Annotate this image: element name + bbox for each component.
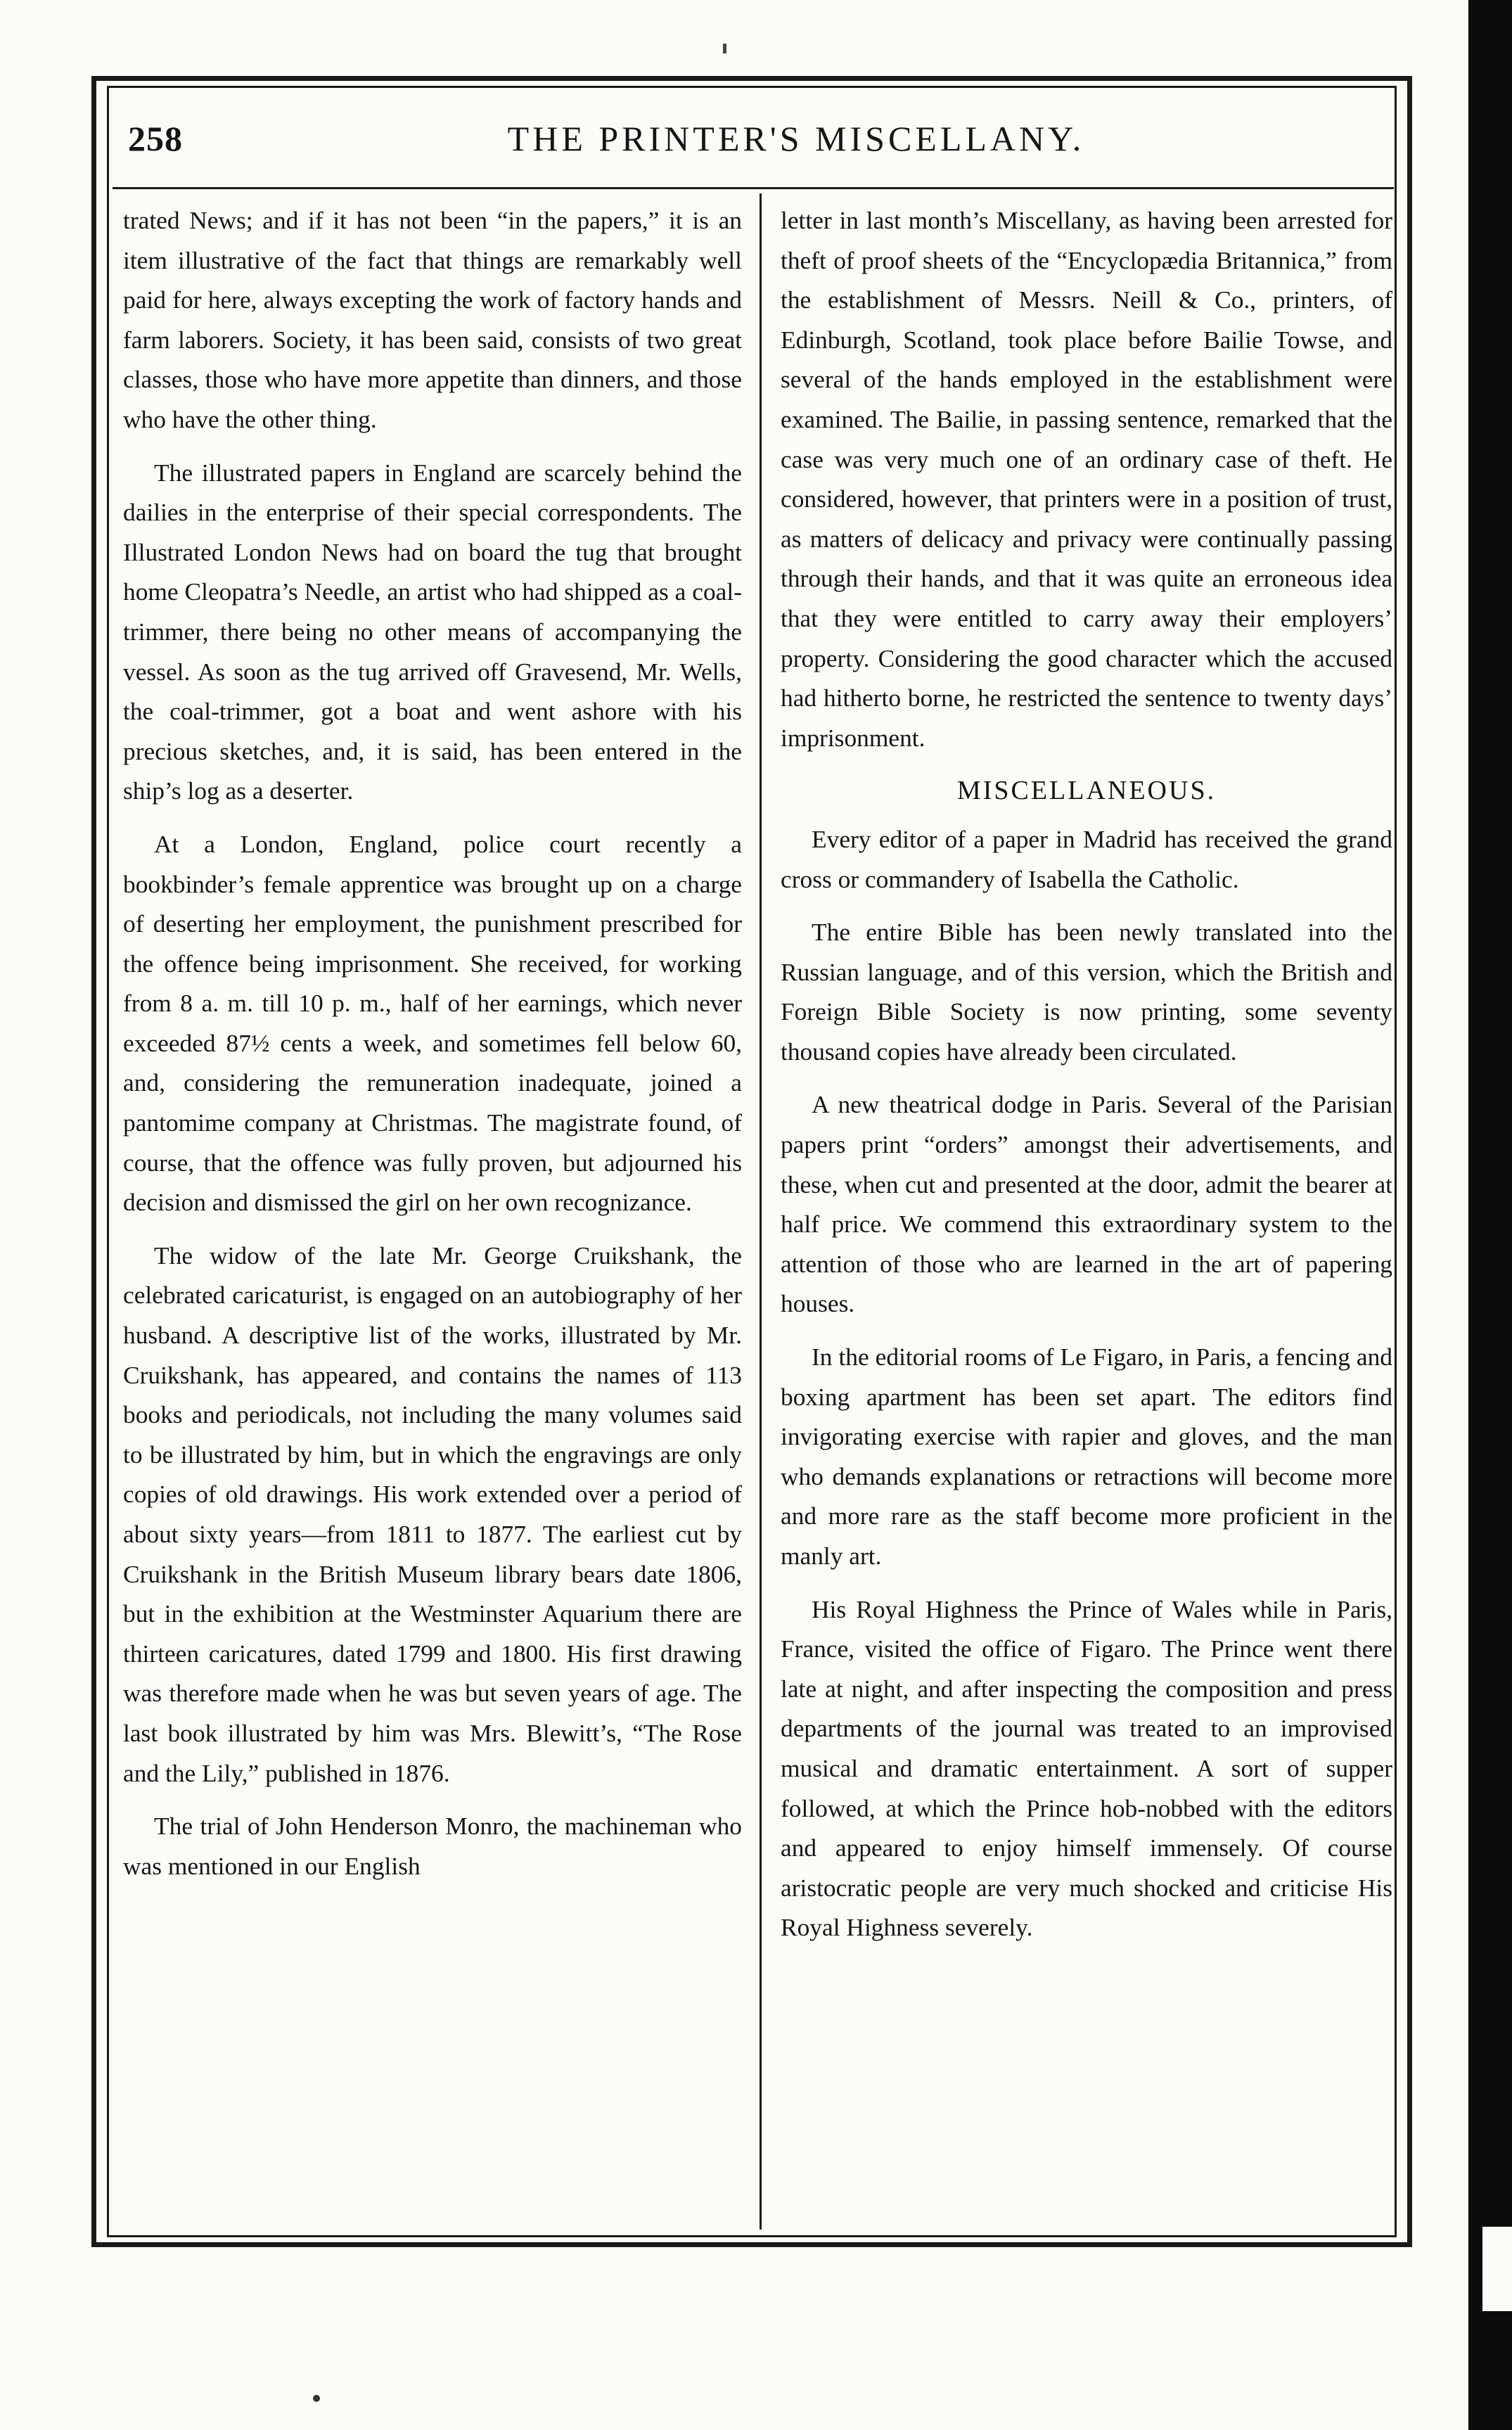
paragraph: The widow of the late Mr. George Cruikshank, the celebrated caricaturist, is engaged on an autobiography of her husband. A descriptive list of the works, illustrated by Mr. Cruikshank, has appeared, and contains the names of 113 books and periodicals, not including the many volumes said to be illustrated by him, but in which the engravings are only copies of old drawings. His work extended over a period of about sixty years—from 1811 to 1877. The earliest cut by Cruikshank in the British Museum library bears date 1806, but in the exhibition at the Westminster Aquarium there are thirteen caricatures, dated 1799 and 1800. His first drawing was therefore made when he was but seven years of age. The last book illustrated by him was Mrs. Blewitt’s, “The Rose and the Lily,” published in 1876.: [123, 1241, 742, 1787]
paragraph: The trial of John Henderson Monro, the machineman who was mentioned in our English: [123, 1812, 742, 1880]
scan-edge: [1468, 0, 1512, 2430]
paragraph: Every editor of a paper in Madrid has received the grand cross or commandery of Isabella the Catholic.: [781, 824, 1392, 893]
page-number: 258: [128, 119, 183, 158]
scan-mark-top: [723, 44, 726, 53]
page-title: THE PRINTER'S MISCELLANY.: [507, 119, 1085, 158]
paragraph: The entire Bible has been newly translated into the Russian language, and of this version, which the British and Foreign Bible Society is now printing, some seventy thousand copies have already been circulated.: [781, 918, 1392, 1066]
paragraph: trated News; and if it has not been “in the papers,” it is an item illustrative of the fact that things are remarkably well paid for here, always excepting the work of factory hands and farm laborers. Society, it has been said, consists of two great classes, those who have more appetite than dinners, and those who have the other thing.: [123, 206, 742, 433]
right-column: [781, 200, 1392, 1961]
column-divider: [760, 193, 762, 2230]
paragraph: In the editorial rooms of Le Figaro, in Paris, a fencing and boxing apartment has been set apart. The editors find invigorating exercise with rapier and gloves, and the man who demands explanations or retractions will become more and more rare as the staff become more proficient in the manly art.: [781, 1343, 1392, 1570]
scan-edge-notch: [1478, 2223, 1512, 2315]
scan-mark-bottom: [313, 2395, 320, 2402]
running-head: [128, 118, 1380, 167]
header-rule: [113, 187, 1394, 189]
paragraph: His Royal Highness the Prince of Wales while in Paris, France, visited the office of Figaro. The Prince went there late at night, and after inspecting the composition and press departments of the journal was treated to an improvised musical and dramatic entertainment. A sort of supper followed, at which the Prince hob-nobbed with the editors and appeared to enjoy himself immensely. Of course aristocratic people are very much shocked and criticise His Royal Highness severely.: [781, 1594, 1392, 1942]
paragraph: The illustrated papers in England are scarcely behind the dailies in the enterprise of their special correspondents. The Illustrated London News had on board the tug that brought home Cleopatra’s Needle, an artist who had shipped as a coal-trimmer, there being no other means of accompanying the vessel. As soon as the tug arrived off Gravesend, Mr. Wells, the coal-trimmer, got a boat and went ashore with his precious sketches, and, it is said, has been entered in the ship’s log as a deserter.: [123, 458, 742, 805]
paragraph: letter in last month’s Miscellany, as having been arrested for theft of proof sheets of the “Encyclopædia Britannica,” from the establishment of Messrs. Neill & Co., printers, of Edinburgh, Scotland, took place before Bailie Towse, and several of the hands employed in the establishment were examined. The Bailie, in passing sentence, remarked that the case was very much one of an ordinary case of theft. He considered, however, that printers were in a position of trust, as matters of delicacy and privacy were continually passing through their hands, and that it was quite an erroneous idea that they were entitled to carry away their employers’ property. Considering the good character which the accused had hitherto borne, he restricted the sentence to twenty days’ imprisonment.: [781, 206, 1392, 752]
paragraph: At a London, England, police court recently a bookbinder’s female apprentice was brought up on a charge of deserting her employment, the punishment prescribed for the offence being imprisonment. She received, for working from 8 a. m. till 10 p. m., half of her earnings, which never exceeded 87½ cents a week, and sometimes fell below 60, and, considering the remuneration inadequate, joined a pantomime company at Christmas. The magistrate found, of course, that the offence was fully proven, but adjourned his decision and dismissed the girl on her own recognizance.: [123, 829, 742, 1217]
section-heading: MISCELLANEOUS.: [956, 776, 1217, 806]
left-column: [123, 200, 742, 1899]
paragraph: A new theatrical dodge in Paris. Several of the Parisian papers print “orders” amongst their advertisements, and these, when cut and presented at the door, admit the bearer at half price. We commend this extraordinary system to the attention of those who are learned in the art of papering houses.: [781, 1090, 1392, 1318]
